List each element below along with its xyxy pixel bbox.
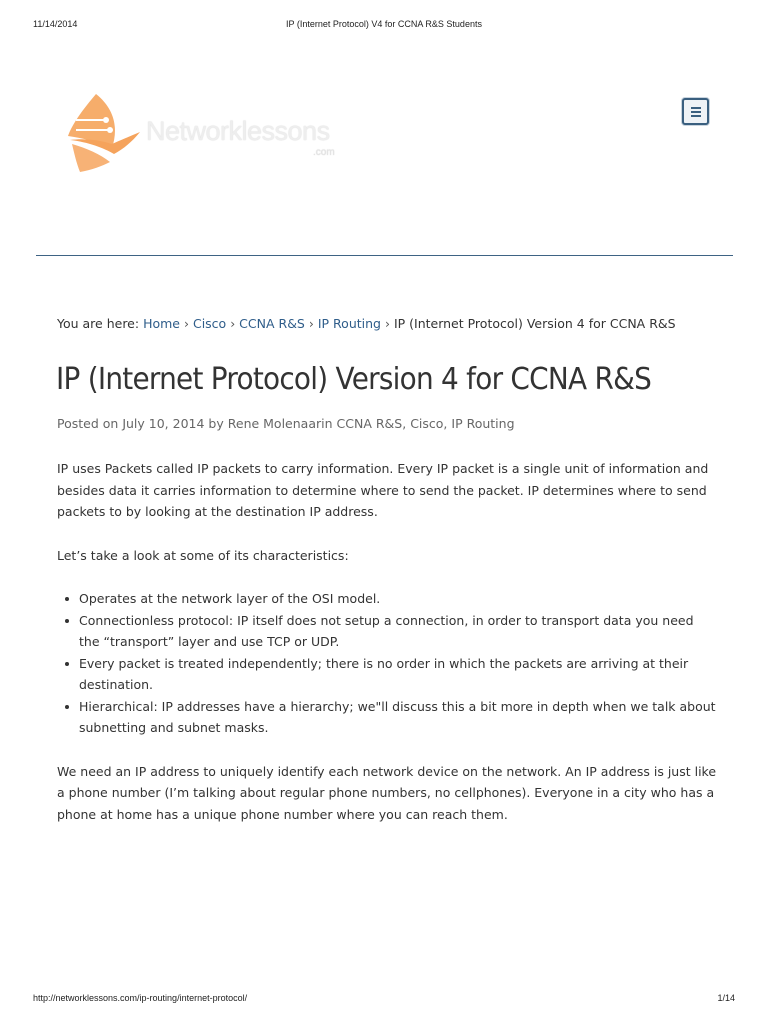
logo-wordmark: Networklessons — [146, 116, 330, 146]
breadcrumb-separator: › — [384, 316, 390, 331]
print-url: http://networklessons.com/ip-routing/internet-protocol/ — [33, 993, 248, 1003]
header-divider — [36, 255, 733, 256]
characteristics-list — [57, 588, 717, 739]
list-item: Hierarchical: IP addresses have a hierarchy; we"ll discuss this a bit more in depth when we talk about subnetting and subnet masks. — [79, 696, 717, 739]
paragraph-intro: IP uses Packets called IP packets to carry information. Every IP packet is a single unit of information and besides data it carries information to determine where to send the packet. IP determines where to send packets to by looking at the destination IP address. — [57, 461, 709, 519]
category-cisco-link[interactable]: Cisco — [410, 416, 444, 431]
print-page-number: 1/14 — [717, 993, 735, 1003]
breadcrumb-current: IP (Internet Protocol) Version 4 for CCNA R&S — [393, 316, 676, 331]
author-link[interactable]: Rene Molenaarin — [227, 416, 333, 431]
breadcrumb-separator: › — [308, 316, 314, 331]
breadcrumb-cisco-link[interactable]: Cisco — [192, 316, 227, 331]
list-item: Operates at the network layer of the OSI model. — [79, 588, 717, 610]
breadcrumb-separator: › — [183, 316, 189, 331]
category-ip-routing-link[interactable]: IP Routing — [451, 416, 515, 431]
print-footer — [33, 993, 735, 1005]
category-ccna-link[interactable]: CCNA R&S — [336, 416, 403, 431]
menu-button[interactable] — [682, 98, 709, 125]
article-title: IP (Internet Protocol) Version 4 for CCNA R&S — [56, 362, 652, 397]
post-date-link[interactable]: July 10, 2014 — [122, 416, 205, 431]
print-header — [33, 19, 735, 31]
print-document-title: IP (Internet Protocol) V4 for CCNA R&S Students — [286, 19, 482, 29]
breadcrumb-separator: › — [230, 316, 236, 331]
posted-by: by — [208, 416, 224, 431]
article-content — [57, 458, 717, 847]
logo-wordmark-domain: .com — [313, 147, 335, 158]
breadcrumb-home-link[interactable]: Home — [143, 316, 180, 331]
breadcrumb-ccna-link[interactable]: CCNA R&S — [239, 316, 305, 331]
sail-logo-icon — [66, 90, 146, 176]
posted-prefix: Posted on — [57, 416, 119, 431]
paragraph-ip-address: We need an IP address to uniquely identify each network device on the network. An IP address is just like a phone number (I’m talking about regular phone numbers, no cellphones). Everyone in a city who has a phone at home has a unique phone number where you can reach them. — [57, 763, 717, 822]
list-item: Every packet is treated independently; there is no order in which the packets are arriving at their destination. — [79, 653, 717, 696]
site-logo[interactable] — [66, 90, 366, 180]
paragraph-characteristics: Let’s take a look at some of its characteristics: — [57, 547, 349, 563]
breadcrumb — [57, 316, 676, 331]
breadcrumb-ip-routing-link[interactable]: IP Routing — [317, 316, 381, 331]
list-item: Connectionless protocol: IP itself does not setup a connection, in order to transport data you need the “transport” layer and use TCP or UDP. — [79, 610, 717, 653]
breadcrumb-prefix: You are here: — [57, 316, 140, 331]
print-date: 11/14/2014 — [33, 19, 78, 29]
post-meta: Posted on July 10, 2014 by Rene Molenaarin CCNA R&S, Cisco, IP Routing — [57, 416, 515, 431]
